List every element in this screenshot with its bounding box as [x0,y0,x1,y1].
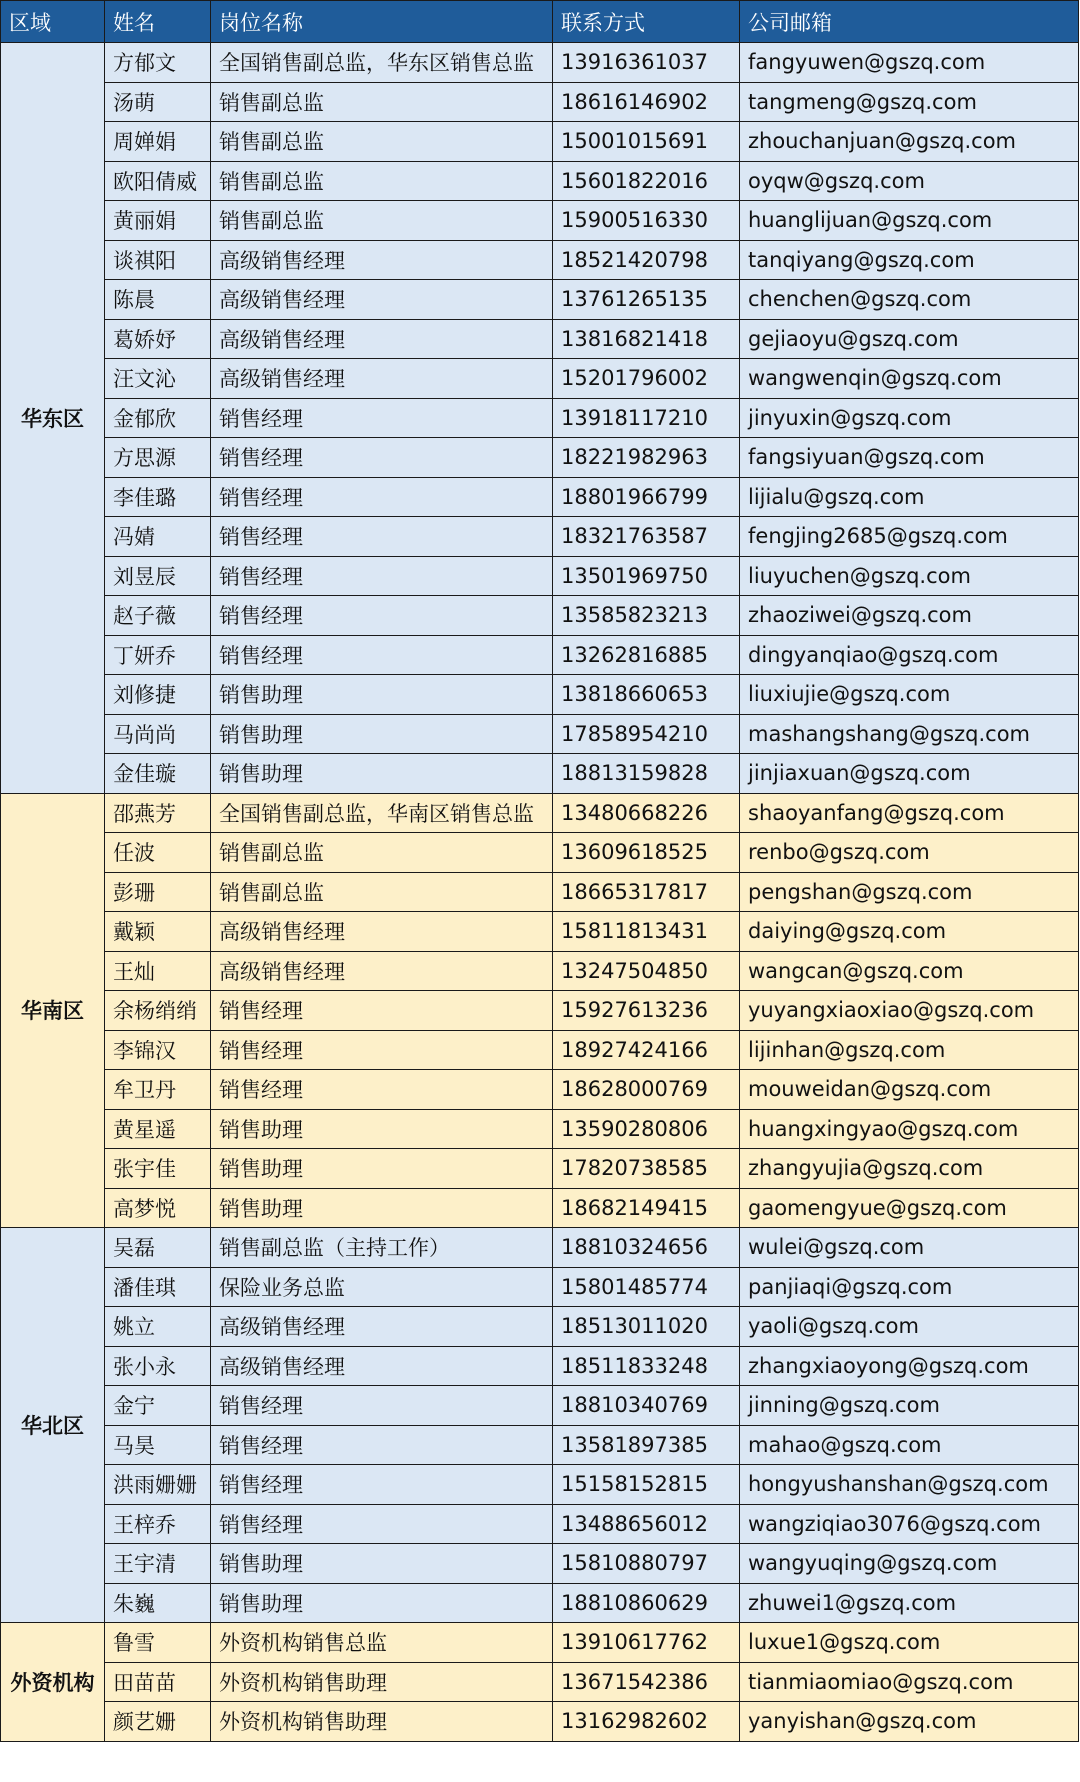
title-cell: 销售经理 [211,596,553,636]
phone-cell: 18927424166 [553,1030,740,1070]
table-row [1,1425,1079,1465]
name-cell: 潘佳琪 [105,1267,211,1307]
email-cell: renbo@gszq.com [740,833,1079,873]
email-cell: huangxingyao@gszq.com [740,1109,1079,1149]
phone-cell: 18813159828 [553,754,740,794]
name-cell: 欧阳倩威 [105,161,211,201]
email-cell: lijialu@gszq.com [740,477,1079,517]
title-cell: 销售经理 [211,1465,553,1505]
name-cell: 金佳璇 [105,754,211,794]
email-cell: hongyushanshan@gszq.com [740,1465,1079,1505]
phone-cell: 13916361037 [553,43,740,83]
email-cell: jinjiaxuan@gszq.com [740,754,1079,794]
phone-cell: 13480668226 [553,793,740,833]
table-row [1,793,1079,833]
table-row [1,635,1079,675]
email-cell: wulei@gszq.com [740,1228,1079,1268]
phone-cell: 15811813431 [553,912,740,952]
email-cell: yaoli@gszq.com [740,1307,1079,1347]
email-cell: yuyangxiaoxiao@gszq.com [740,991,1079,1031]
email-cell: liuyuchen@gszq.com [740,556,1079,596]
region-group [1,793,1079,1228]
title-cell: 销售经理 [211,1425,553,1465]
phone-cell: 15801485774 [553,1267,740,1307]
title-cell: 高级销售经理 [211,1307,553,1347]
name-cell: 陈晨 [105,280,211,320]
table-row [1,1267,1079,1307]
email-cell: mashangshang@gszq.com [740,714,1079,754]
name-cell: 高梦悦 [105,1188,211,1228]
title-cell: 高级销售经理 [211,319,553,359]
name-cell: 谈祺阳 [105,240,211,280]
table-row [1,833,1079,873]
phone-cell: 13162982602 [553,1702,740,1742]
table-row [1,1702,1079,1742]
email-cell: tianmiaomiao@gszq.com [740,1662,1079,1702]
title-cell: 高级销售经理 [211,912,553,952]
phone-cell: 18616146902 [553,82,740,122]
table-row [1,1623,1079,1663]
phone-cell: 13590280806 [553,1109,740,1149]
name-cell: 鲁雪 [105,1623,211,1663]
name-cell: 金宁 [105,1386,211,1426]
name-cell: 李锦汉 [105,1030,211,1070]
phone-cell: 15900516330 [553,201,740,241]
name-cell: 余杨绡绡 [105,991,211,1031]
phone-cell: 13609618525 [553,833,740,873]
title-cell: 销售助理 [211,1149,553,1189]
name-cell: 方思源 [105,438,211,478]
table-row [1,517,1079,557]
phone-cell: 18628000769 [553,1070,740,1110]
name-cell: 王宇清 [105,1544,211,1584]
name-cell: 黄星遥 [105,1109,211,1149]
table-row [1,359,1079,399]
email-cell: luxue1@gszq.com [740,1623,1079,1663]
email-cell: oyqw@gszq.com [740,161,1079,201]
title-cell: 销售副总监 [211,161,553,201]
table-row [1,1228,1079,1268]
phone-cell: 18513011020 [553,1307,740,1347]
email-cell: pengshan@gszq.com [740,872,1079,912]
title-cell: 销售副总监 [211,82,553,122]
table-row [1,596,1079,636]
email-cell: zhangxiaoyong@gszq.com [740,1346,1079,1386]
table-row [1,1662,1079,1702]
name-cell: 李佳璐 [105,477,211,517]
name-cell: 周婵娟 [105,122,211,162]
email-cell: lijinhan@gszq.com [740,1030,1079,1070]
phone-cell: 13910617762 [553,1623,740,1663]
name-cell: 汤萌 [105,82,211,122]
phone-cell: 13488656012 [553,1504,740,1544]
phone-cell: 17858954210 [553,714,740,754]
table-row [1,398,1079,438]
email-cell: fangsiyuan@gszq.com [740,438,1079,478]
phone-cell: 18521420798 [553,240,740,280]
title-cell: 销售副总监（主持工作） [211,1228,553,1268]
phone-cell: 18511833248 [553,1346,740,1386]
title-cell: 销售助理 [211,1544,553,1584]
phone-cell: 18682149415 [553,1188,740,1228]
table-row [1,43,1079,83]
name-cell: 牟卫丹 [105,1070,211,1110]
table-row [1,201,1079,241]
table-row [1,82,1079,122]
table-row [1,1504,1079,1544]
title-cell: 销售经理 [211,556,553,596]
table-row [1,1070,1079,1110]
table-row [1,477,1079,517]
title-cell: 销售助理 [211,1583,553,1623]
email-cell: zhangyujia@gszq.com [740,1149,1079,1189]
title-cell: 销售助理 [211,754,553,794]
name-cell: 朱巍 [105,1583,211,1623]
phone-cell: 13671542386 [553,1662,740,1702]
title-cell: 销售经理 [211,1386,553,1426]
title-cell: 销售助理 [211,675,553,715]
name-cell: 黄丽娟 [105,201,211,241]
table-row [1,319,1079,359]
name-cell: 颜艺姗 [105,1702,211,1742]
table-row [1,1346,1079,1386]
phone-cell: 15158152815 [553,1465,740,1505]
title-cell: 销售助理 [211,1109,553,1149]
table-row [1,556,1079,596]
phone-cell: 13761265135 [553,280,740,320]
name-cell: 田苗苗 [105,1662,211,1702]
table-row [1,1109,1079,1149]
email-cell: chenchen@gszq.com [740,280,1079,320]
phone-cell: 13262816885 [553,635,740,675]
title-cell: 销售助理 [211,1188,553,1228]
phone-cell: 13818660653 [553,675,740,715]
email-cell: zhaoziwei@gszq.com [740,596,1079,636]
title-cell: 全国销售副总监，华东区销售总监 [211,43,553,83]
table-row [1,1149,1079,1189]
title-cell: 销售经理 [211,1030,553,1070]
name-cell: 汪文沁 [105,359,211,399]
name-cell: 张宇佳 [105,1149,211,1189]
header-phone: 联系方式 [553,1,740,43]
table-row [1,754,1079,794]
name-cell: 张小永 [105,1346,211,1386]
title-cell: 销售经理 [211,517,553,557]
name-cell: 丁妍乔 [105,635,211,675]
name-cell: 洪雨姗姗 [105,1465,211,1505]
title-cell: 高级销售经理 [211,280,553,320]
phone-cell: 18801966799 [553,477,740,517]
name-cell: 马尚尚 [105,714,211,754]
table-row [1,280,1079,320]
header-row [1,1,1079,43]
email-cell: liuxiujie@gszq.com [740,675,1079,715]
name-cell: 王梓乔 [105,1504,211,1544]
name-cell: 刘昱辰 [105,556,211,596]
region-cell: 华东区 [1,43,105,794]
title-cell: 高级销售经理 [211,240,553,280]
table-row [1,1188,1079,1228]
title-cell: 高级销售经理 [211,1346,553,1386]
name-cell: 刘修捷 [105,675,211,715]
name-cell: 戴颖 [105,912,211,952]
title-cell: 高级销售经理 [211,951,553,991]
table-row [1,951,1079,991]
phone-cell: 18321763587 [553,517,740,557]
name-cell: 赵子薇 [105,596,211,636]
header-title: 岗位名称 [211,1,553,43]
email-cell: yanyishan@gszq.com [740,1702,1079,1742]
title-cell: 销售经理 [211,398,553,438]
name-cell: 马昊 [105,1425,211,1465]
header-region: 区域 [1,1,105,43]
table-row [1,1544,1079,1584]
name-cell: 姚立 [105,1307,211,1347]
table-row [1,161,1079,201]
email-cell: mahao@gszq.com [740,1425,1079,1465]
table-row [1,240,1079,280]
email-cell: daiying@gszq.com [740,912,1079,952]
email-cell: tangmeng@gszq.com [740,82,1079,122]
email-cell: wangwenqin@gszq.com [740,359,1079,399]
email-cell: dingyanqiao@gszq.com [740,635,1079,675]
title-cell: 销售经理 [211,1070,553,1110]
email-cell: tanqiyang@gszq.com [740,240,1079,280]
table-row [1,1583,1079,1623]
email-cell: wangyuqing@gszq.com [740,1544,1079,1584]
phone-cell: 18810324656 [553,1228,740,1268]
phone-cell: 15810880797 [553,1544,740,1584]
phone-cell: 18810860629 [553,1583,740,1623]
title-cell: 销售副总监 [211,122,553,162]
phone-cell: 13585823213 [553,596,740,636]
email-cell: gejiaoyu@gszq.com [740,319,1079,359]
table-row [1,438,1079,478]
title-cell: 销售副总监 [211,872,553,912]
phone-cell: 13581897385 [553,1425,740,1465]
header-email: 公司邮箱 [740,1,1079,43]
phone-cell: 13918117210 [553,398,740,438]
title-cell: 外资机构销售助理 [211,1662,553,1702]
name-cell: 王灿 [105,951,211,991]
title-cell: 销售经理 [211,438,553,478]
region-group [1,1228,1079,1623]
header-name: 姓名 [105,1,211,43]
title-cell: 保险业务总监 [211,1267,553,1307]
title-cell: 销售经理 [211,635,553,675]
region-cell: 外资机构 [1,1623,105,1742]
name-cell: 葛娇妤 [105,319,211,359]
name-cell: 彭珊 [105,872,211,912]
title-cell: 全国销售副总监，华南区销售总监 [211,793,553,833]
table-row [1,991,1079,1031]
phone-cell: 15601822016 [553,161,740,201]
title-cell: 外资机构销售总监 [211,1623,553,1663]
title-cell: 销售助理 [211,714,553,754]
table-row [1,1030,1079,1070]
title-cell: 销售副总监 [211,201,553,241]
email-cell: fengjing2685@gszq.com [740,517,1079,557]
email-cell: wangziqiao3076@gszq.com [740,1504,1079,1544]
phone-cell: 15201796002 [553,359,740,399]
email-cell: huanglijuan@gszq.com [740,201,1079,241]
phone-cell: 15001015691 [553,122,740,162]
phone-cell: 13247504850 [553,951,740,991]
region-group [1,43,1079,794]
email-cell: gaomengyue@gszq.com [740,1188,1079,1228]
phone-cell: 18810340769 [553,1386,740,1426]
table-row [1,122,1079,162]
phone-cell: 18665317817 [553,872,740,912]
table-row [1,1386,1079,1426]
region-cell: 华南区 [1,793,105,1228]
title-cell: 外资机构销售助理 [211,1702,553,1742]
title-cell: 销售经理 [211,1504,553,1544]
phone-cell: 13816821418 [553,319,740,359]
name-cell: 金郁欣 [105,398,211,438]
table-row [1,675,1079,715]
phone-cell: 18221982963 [553,438,740,478]
title-cell: 销售副总监 [211,833,553,873]
email-cell: jinyuxin@gszq.com [740,398,1079,438]
email-cell: wangcan@gszq.com [740,951,1079,991]
email-cell: jinning@gszq.com [740,1386,1079,1426]
title-cell: 销售经理 [211,991,553,1031]
table-row [1,1307,1079,1347]
table-row [1,1465,1079,1505]
region-cell: 华北区 [1,1228,105,1623]
name-cell: 吴磊 [105,1228,211,1268]
table-row [1,872,1079,912]
email-cell: panjiaqi@gszq.com [740,1267,1079,1307]
email-cell: shaoyanfang@gszq.com [740,793,1079,833]
email-cell: fangyuwen@gszq.com [740,43,1079,83]
name-cell: 方郁文 [105,43,211,83]
name-cell: 冯婧 [105,517,211,557]
title-cell: 销售经理 [211,477,553,517]
email-cell: mouweidan@gszq.com [740,1070,1079,1110]
email-cell: zhuwei1@gszq.com [740,1583,1079,1623]
table-header [1,1,1079,43]
name-cell: 任波 [105,833,211,873]
phone-cell: 15927613236 [553,991,740,1031]
region-group [1,1623,1079,1742]
title-cell: 高级销售经理 [211,359,553,399]
phone-cell: 13501969750 [553,556,740,596]
email-cell: zhouchanjuan@gszq.com [740,122,1079,162]
phone-cell: 17820738585 [553,1149,740,1189]
table-row [1,912,1079,952]
table-row [1,714,1079,754]
name-cell: 邵燕芳 [105,793,211,833]
